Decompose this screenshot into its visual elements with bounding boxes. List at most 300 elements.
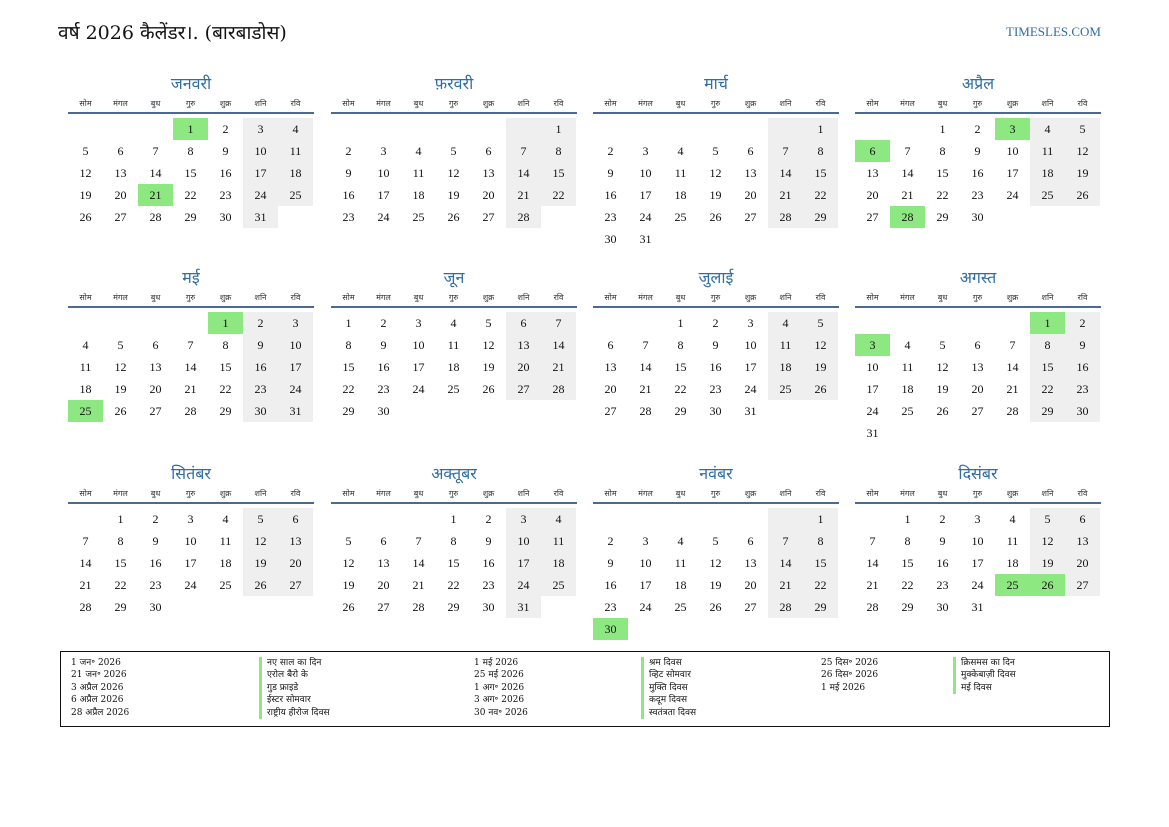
empty-cell [103,312,138,334]
day-cell: 23 [936,578,949,592]
month-calendar [593,72,839,250]
day-cell: 11 [674,556,687,570]
holiday-name: मुक्ति दिवस [641,682,696,694]
holiday-date: 6 अप्रैल 2026 [71,695,124,706]
day-cell: 9 [152,534,159,548]
day-cell: 21 [138,184,173,206]
day-cell: 15 [219,360,232,374]
weekday-label: गुरु [972,489,983,498]
day-cell: 15 [936,166,949,180]
day-cell: 28 [890,206,925,228]
day-cell: 4 [450,316,457,330]
day-cell: 9 [607,556,614,570]
weekday-label: सोम [866,99,879,108]
weekday-label: बुध [937,99,948,108]
day-cell: 16 [1065,356,1100,378]
day-cell: 20 [744,578,757,592]
day-cell: 22 [936,188,949,202]
day-cell: 21 [768,574,803,596]
day-cell: 17 [278,356,313,378]
day-cell: 6 [485,144,492,158]
weekday-label: बुध [937,489,948,498]
day-cell: 7 [1009,338,1016,352]
weekday-label: बुध [675,293,686,302]
empty-cell [68,312,103,334]
empty-cell [593,508,628,530]
day-cell: 3 [747,316,754,330]
day-cell: 23 [971,188,984,202]
day-cell: 8 [222,338,229,352]
month-name: मई [182,268,200,287]
month-name: अक्तूबर [431,464,477,483]
day-cell: 26 [709,210,722,224]
day-cell: 21 [79,578,92,592]
month-calendar [331,72,577,228]
day-cell: 5 [82,144,89,158]
day-cell: 19 [447,188,460,202]
day-cell: 9 [485,534,492,548]
weekday-label: शनि [779,99,792,108]
month-name: जून [443,268,465,287]
day-cell: 17 [412,360,425,374]
day-cell: 29 [936,210,949,224]
day-cell: 14 [541,334,576,356]
day-cell: 27 [971,404,984,418]
day-cell: 11 [79,360,92,374]
weekday-label: रवि [815,99,826,108]
day-cell: 22 [803,574,838,596]
weekday-label: गुरु [185,293,196,302]
day-cell: 10 [506,530,541,552]
day-cell: 24 [506,574,541,596]
empty-cell [68,118,103,140]
day-cell: 6 [380,534,387,548]
weekday-label: रवि [553,99,564,108]
day-cell: 16 [219,166,232,180]
day-cell: 22 [184,188,197,202]
month-calendar [68,266,314,422]
day-cell: 24 [412,382,425,396]
day-cell: 5 [345,534,352,548]
day-cell: 7 [869,534,876,548]
day-cell: 11 [447,338,460,352]
empty-cell [506,118,541,140]
day-cell: 2 [607,144,614,158]
day-cell: 23 [604,210,617,224]
day-cell: 13 [114,166,127,180]
weekday-header [855,488,1101,504]
weekday-label: रवि [815,489,826,498]
holiday-date: 1 जन॰ 2026 [71,658,121,668]
day-cell: 25 [674,600,687,614]
day-cell: 31 [639,232,652,246]
day-cell: 19 [114,382,127,396]
day-cell: 13 [1065,530,1100,552]
day-cell: 1 [345,316,352,330]
day-cell: 31 [744,404,757,418]
weekday-label: शुक्र [1006,293,1019,302]
weekday-label: बुध [413,99,424,108]
holiday-names-col1 [259,657,330,719]
day-cell: 17 [243,162,278,184]
day-cell: 15 [1030,356,1065,378]
day-cell: 18 [447,360,460,374]
day-cell: 25 [1030,184,1065,206]
weekday-label: सोम [342,293,355,302]
day-cell: 25 [901,404,914,418]
empty-cell [68,508,103,530]
day-cell: 16 [604,188,617,202]
weekday-label: शनि [779,489,792,498]
day-cell: 5 [803,312,838,334]
holiday-name: व्हिट सोमवार [641,669,696,681]
month-calendar [68,72,314,228]
holiday-names-col2 [641,657,696,719]
day-cell: 1 [117,512,124,526]
empty-cell [855,118,890,140]
page-title: वर्ष 2026 कैलेंडर।. (बारबाडोस) [58,22,287,44]
day-cell: 28 [149,210,162,224]
weekday-label: शुक्र [1006,99,1019,108]
day-cell: 31 [278,400,313,422]
holiday-date: 28 अप्रैल 2026 [71,707,130,718]
day-cell: 11 [674,166,687,180]
day-cell: 5 [243,508,278,530]
day-cell: 30 [482,600,495,614]
day-cell: 17 [866,382,879,396]
weekday-label: शनि [517,293,530,302]
day-cell: 2 [1065,312,1100,334]
weekday-label: बुध [413,489,424,498]
empty-cell [103,118,138,140]
day-cell: 29 [219,404,232,418]
day-cell: 25 [278,184,313,206]
day-cell: 30 [593,618,628,640]
day-cell: 7 [152,144,159,158]
day-cell: 16 [377,360,390,374]
day-cell: 21 [768,184,803,206]
day-cell: 22 [447,578,460,592]
empty-cell [401,508,436,530]
day-cell: 28 [412,600,425,614]
day-cell: 7 [82,534,89,548]
weekday-label: शुक्र [1006,489,1019,498]
weekday-header [68,292,314,308]
day-cell: 17 [184,556,197,570]
day-cell: 3 [642,534,649,548]
day-cell: 10 [377,166,390,180]
day-cell: 22 [342,382,355,396]
day-cell: 18 [79,382,92,396]
day-cell: 31 [971,600,984,614]
weekday-label: बुध [413,293,424,302]
weekday-label: शुक्र [744,293,757,302]
weekday-label: शुक्र [219,489,232,498]
weekday-label: बुध [150,293,161,302]
day-cell: 27 [866,210,879,224]
month-calendar [68,462,314,618]
holiday-dates-col2 [474,657,528,719]
day-cell: 7 [506,140,541,162]
day-cell: 11 [219,534,232,548]
weekday-label: मंगल [900,293,915,302]
empty-cell [628,508,663,530]
day-cell: 14 [768,552,803,574]
day-cell: 24 [971,578,984,592]
weekday-label: मंगल [638,293,653,302]
day-cell: 16 [971,166,984,180]
day-cell: 14 [768,162,803,184]
weekday-label: रवि [553,489,564,498]
day-cell: 1 [1030,312,1065,334]
day-cell: 4 [677,144,684,158]
day-cell: 24 [744,382,757,396]
day-cell: 25 [674,210,687,224]
weekday-label: बुध [937,293,948,302]
weekday-header [855,98,1101,114]
day-cell: 27 [482,210,495,224]
day-cell: 6 [747,144,754,158]
weekday-label: शुक्र [482,99,495,108]
day-cell: 13 [149,360,162,374]
day-cell: 7 [904,144,911,158]
holiday-date: 26 दिस॰ 2026 [821,670,879,681]
day-cell: 6 [278,508,313,530]
weekday-label: मंगल [113,99,128,108]
day-cell: 4 [82,338,89,352]
day-cell: 16 [342,188,355,202]
day-cell: 20 [506,356,541,378]
day-cell: 9 [380,338,387,352]
empty-cell [698,118,733,140]
day-cell: 2 [974,122,981,136]
day-cell: 1 [904,512,911,526]
day-cell: 30 [1065,400,1100,422]
day-cell: 1 [173,118,208,140]
day-cell: 28 [79,600,92,614]
site-link[interactable]: TIMESLES.COM [1006,24,1101,39]
empty-cell [890,118,925,140]
empty-cell [733,118,768,140]
weekday-label: शनि [1041,99,1054,108]
day-cell: 28 [639,404,652,418]
day-cell: 20 [377,578,390,592]
day-cell: 16 [709,360,722,374]
weekday-label: मंगल [638,99,653,108]
day-cell: 22 [901,578,914,592]
empty-cell [593,312,628,334]
day-cell: 4 [222,512,229,526]
day-cell: 23 [709,382,722,396]
day-cell: 21 [541,356,576,378]
holiday-name: राष्ट्रीय हीरोज दिवस [259,707,330,719]
day-cell: 26 [1030,574,1065,596]
day-cell: 7 [415,534,422,548]
weekday-label: रवि [815,293,826,302]
day-cell: 16 [243,356,278,378]
day-cell: 8 [939,144,946,158]
day-cell: 30 [377,404,390,418]
day-cell: 13 [377,556,390,570]
day-cell: 15 [541,162,576,184]
day-cell: 29 [447,600,460,614]
empty-cell [960,312,995,334]
day-cell: 4 [415,144,422,158]
weekday-label: गुरु [972,99,983,108]
empty-cell [890,312,925,334]
day-cell: 19 [709,188,722,202]
day-cell: 3 [415,316,422,330]
empty-cell [768,118,803,140]
day-cell: 6 [152,338,159,352]
day-cell: 15 [674,360,687,374]
day-cell: 26 [803,378,838,400]
weekday-label: गुरु [185,99,196,108]
day-cell: 27 [114,210,127,224]
empty-cell [173,312,208,334]
empty-cell [471,118,506,140]
day-cell: 9 [222,144,229,158]
month-name: सितंबर [171,464,211,483]
day-cell: 21 [901,188,914,202]
day-cell: 12 [1030,530,1065,552]
day-cell: 12 [79,166,92,180]
weekday-label: बुध [150,99,161,108]
weekday-label: सोम [866,293,879,302]
day-cell: 19 [79,188,92,202]
weekday-label: सोम [79,293,92,302]
day-cell: 23 [243,378,278,400]
days-grid [855,312,1101,444]
day-cell: 23 [604,600,617,614]
weekday-label: सोम [342,489,355,498]
day-cell: 29 [1030,400,1065,422]
empty-cell [366,118,401,140]
holiday-date: 1 मई 2026 [821,682,866,693]
month-name: नवंबर [699,464,733,483]
day-cell: 3 [187,512,194,526]
day-cell: 8 [450,534,457,548]
month-name: दिसंबर [958,464,998,483]
day-cell: 26 [342,600,355,614]
holiday-date: 25 दिस॰ 2026 [821,658,879,668]
month-calendar [855,462,1101,618]
day-cell: 10 [1006,144,1019,158]
holiday-name: नए साल का दिन [259,657,330,669]
weekday-label: मंगल [376,99,391,108]
day-cell: 15 [447,556,460,570]
day-cell: 10 [639,166,652,180]
weekday-label: शुक्र [482,489,495,498]
day-cell: 8 [803,140,838,162]
day-cell: 7 [541,312,576,334]
weekday-label: बुध [675,99,686,108]
holiday-name: मई दिवस [953,682,1016,694]
month-calendar [855,266,1101,444]
empty-cell [925,312,960,334]
day-cell: 31 [866,426,879,440]
day-cell: 4 [1030,118,1065,140]
day-cell: 30 [243,400,278,422]
empty-cell [768,508,803,530]
weekday-header [593,488,839,504]
day-cell: 24 [278,378,313,400]
month-name: जनवरी [170,74,212,93]
weekday-header [593,98,839,114]
day-cell: 25 [541,574,576,596]
day-cell: 27 [278,574,313,596]
holiday-date: 3 अप्रैल 2026 [71,682,124,693]
days-grid [593,508,839,640]
days-grid [68,312,314,422]
day-cell: 23 [219,188,232,202]
holiday-name: ईस्टर सोमवार [259,694,330,706]
weekday-header [68,98,314,114]
day-cell: 13 [744,556,757,570]
day-cell: 15 [114,556,127,570]
day-cell: 1 [939,122,946,136]
weekday-header [855,292,1101,308]
day-cell: 13 [506,334,541,356]
weekday-label: गुरु [448,489,459,498]
holiday-name: स्वतंत्रता दिवस [641,707,696,719]
day-cell: 8 [677,338,684,352]
day-cell: 29 [674,404,687,418]
days-grid [331,118,577,228]
holiday-date: 1 मई 2026 [474,658,519,668]
day-cell: 19 [803,356,838,378]
holiday-list [60,651,1110,727]
holiday-dates-col1 [71,657,129,719]
empty-cell [436,118,471,140]
weekday-label: शुक्र [744,489,757,498]
day-cell: 20 [1065,552,1100,574]
day-cell: 31 [506,596,541,618]
day-cell: 2 [222,122,229,136]
day-cell: 6 [855,140,890,162]
month-calendar [331,462,577,618]
day-cell: 25 [447,382,460,396]
weekday-label: शनि [1041,489,1054,498]
day-cell: 29 [901,600,914,614]
day-cell: 3 [642,144,649,158]
days-grid [593,312,839,422]
day-cell: 17 [506,552,541,574]
weekday-label: शुक्र [744,99,757,108]
month-name: अप्रैल [961,74,995,93]
day-cell: 5 [450,144,457,158]
day-cell: 4 [278,118,313,140]
day-cell: 1 [803,508,838,530]
day-cell: 21 [184,382,197,396]
day-cell: 9 [712,338,719,352]
day-cell: 8 [541,140,576,162]
day-cell: 12 [1065,140,1100,162]
empty-cell [733,508,768,530]
day-cell: 23 [342,210,355,224]
day-cell: 14 [506,162,541,184]
day-cell: 8 [117,534,124,548]
day-cell: 10 [412,338,425,352]
holiday-name: गुड फ्राइडे [259,682,330,694]
weekday-label: गुरु [972,293,983,302]
day-cell: 8 [1030,334,1065,356]
day-cell: 19 [1065,162,1100,184]
day-cell: 11 [1006,534,1019,548]
day-cell: 18 [1006,556,1019,570]
day-cell: 9 [243,334,278,356]
days-grid [331,508,577,618]
